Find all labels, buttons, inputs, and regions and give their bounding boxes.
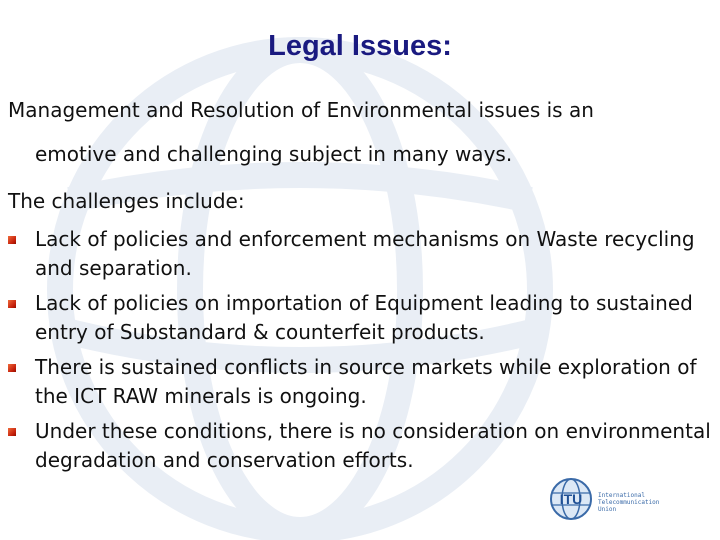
list-item-text: Lack of policies and enforcement mechanisms on Waste recycling and separation.: [35, 227, 695, 280]
itu-name: [598, 492, 659, 513]
intro-line-2: emotive and challenging subject in many ways.: [35, 142, 513, 166]
intro-line-3: The challenges include:: [8, 189, 245, 213]
list-item-text: Lack of policies on importation of Equipment leading to sustained entry of Substandard & counterfeit products.: [35, 291, 693, 344]
list-item: [0, 353, 715, 411]
itu-name-line-1: International: [598, 492, 645, 499]
square-bullet-icon: [8, 364, 16, 372]
itu-globe-icon: [548, 476, 594, 522]
list-item: [0, 225, 715, 283]
itu-name-line-3: Union: [598, 506, 617, 513]
square-bullet-icon: [8, 428, 16, 436]
slide-title: Legal Issues:: [268, 30, 452, 62]
itu-abbr: ITU: [559, 491, 583, 507]
challenges-list: [0, 225, 715, 481]
list-item-text: There is sustained conflicts in source markets while exploration of the ICT RAW minerals is ongoing.: [35, 355, 697, 408]
square-bullet-icon: [8, 236, 16, 244]
itu-logo: [548, 476, 678, 522]
intro-line-1: Management and Resolution of Environmental issues is an: [8, 98, 594, 122]
itu-name-line-2: Telecommunication: [598, 499, 660, 506]
square-bullet-icon: [8, 300, 16, 308]
list-item: [0, 417, 715, 475]
list-item: [0, 289, 715, 347]
list-item-text: Under these conditions, there is no consideration on environmental degradation and conservation efforts.: [35, 419, 711, 472]
